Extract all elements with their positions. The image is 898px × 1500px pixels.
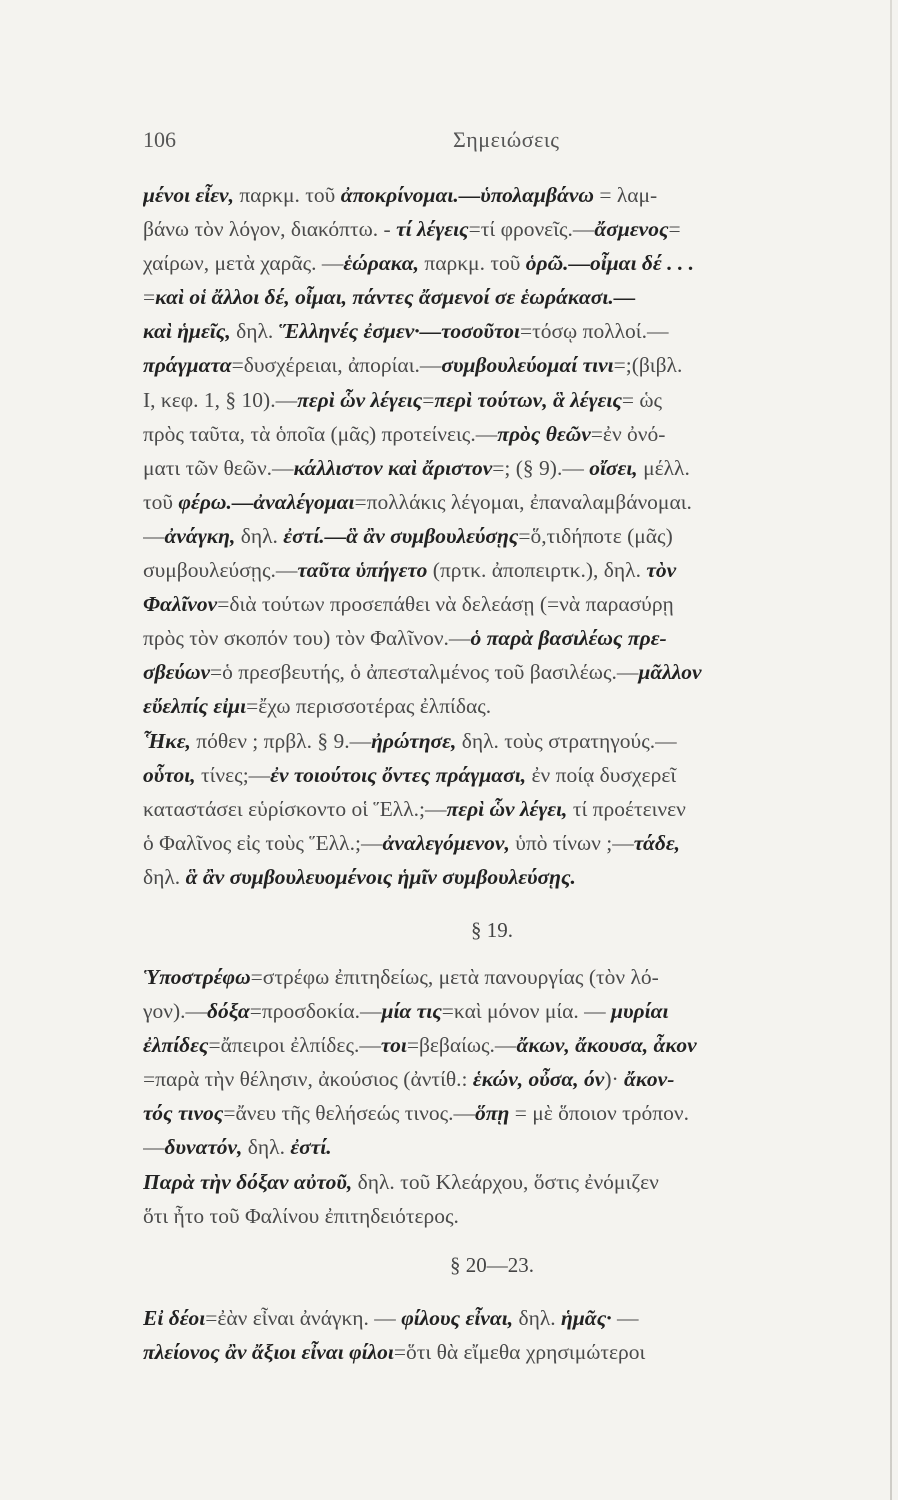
gloss-text: ὑπὸ τίνων ;— [515,830,634,855]
gloss-text: =τί φρονεῖς.— [468,217,595,242]
lemma-term: ἡμᾶς· [561,1305,612,1330]
gloss-text: δηλ. [240,523,284,548]
gloss-text: ὁ Φαλῖνος εἰς τοὺς Ἕλλ.;— [143,830,383,855]
lemma-term: Φαλῖνον [143,592,218,617]
gloss-text: χαίρων, μετὰ χαρᾶς. — [143,251,344,276]
gloss-text: δηλ. τοῦ Κλεάρχου, ὅστις ἐνόμιζεν [357,1169,659,1194]
page-number: 106 [143,127,176,152]
lemma-term: περὶ ὧν λέγεις [297,387,423,412]
gloss-text: ἐν ποίᾳ δυσχερεῖ [531,762,677,787]
gloss-text: =καὶ μόνον μία. — [441,999,612,1024]
text-line [143,553,881,587]
lemma-term: ἐστί.—ἃ ἂν συμβουλεύσῃς [283,523,519,548]
lemma-term: τί λέγεις [396,217,469,242]
lemma-term: ἐλπίδες [143,1033,209,1058]
lemma-term: Ἕλληνές ἐσμεν·—τοσοῦτοι [278,319,520,344]
gloss-text: — [143,523,165,548]
gloss-text: =στρέφω ἐπιτηδείως, μετὰ πανουργίας (τὸν λό- [250,964,659,989]
lemma-term: ἑκών, οὖσα, όν [472,1067,605,1092]
lemma-term: ἃ ἂν συμβουλευομένοις ἡμῖν συμβουλεύσῃς. [185,864,576,889]
gloss-text: συμβουλεύσῃς.— [143,558,298,583]
lemma-term: πράγματα [143,353,232,378]
gloss-text: = λαμ- [593,183,658,207]
gloss-text: τοῦ [143,489,179,514]
lemma-term: ἄκον- [624,1067,675,1092]
lemma-term: Ὑποστρέφω [143,964,251,989]
running-title: Σημειώσεις [453,127,560,152]
lemma-term: συμβουλεύομαί τινι [441,353,614,378]
gloss-text: = [668,217,681,242]
gloss-text: =παρὰ τὴν θέλησιν, ἀκούσιος (ἀντίθ.: [143,1067,473,1092]
lemma-term: περὶ τούτων, ἃ λέγεις [434,387,622,412]
text-line [143,960,881,994]
notes-block-18 [143,178,881,894]
lemma-term: Παρὰ τὴν δόξαν αὐτοῦ, [143,1169,358,1194]
gloss-text: =δυσχέρειαι, ἀπορίαι.— [231,353,442,378]
lemma-term: καὶ οἱ ἄλλοι δέ, οἶμαι, πάντες ἄσμενοί σε ἑωράκασι.— [155,285,636,310]
gloss-text: =ἄπειροι ἐλπίδες.— [208,1033,381,1058]
lemma-term: ἀναλεγόμενον, [382,830,516,855]
gloss-text: δηλ. [518,1305,562,1330]
text-line [143,758,881,792]
text-line [143,1335,881,1369]
lemma-term: φίλους εἶναι, [401,1305,519,1330]
gloss-text: =ἐν ὀνό- [590,421,666,446]
gloss-text: I, κεφ. 1, § 10).— [143,387,298,412]
gloss-text: μέλλ. [643,455,690,480]
lemma-term: ὁ παρὰ βασιλέως πρε- [470,626,667,651]
gloss-text: δηλ. τοὺς στρατηγούς.— [461,728,677,753]
text-line [143,792,881,826]
text-line [143,587,881,621]
text-line [143,348,881,382]
lemma-term: ἀνάγκη, [164,523,241,548]
text-line [143,994,881,1028]
gloss-text: πόθεν ; πρβλ. § 9.— [196,728,372,753]
text-line [143,1199,881,1233]
gloss-text: παρκμ. τοῦ [239,183,341,207]
lemma-term: εὔελπίς εἰμι [143,694,247,719]
lemma-term: δόξα [207,999,250,1024]
lemma-term: πλείονος ἂν ἄξιοι εἶναι φίλοι [143,1339,394,1364]
lemma-term: οὗτοι, [143,762,201,787]
gloss-text: γον).— [143,999,208,1024]
lemma-term: τός τινος [143,1101,224,1126]
text-line [143,621,881,655]
gloss-text: τίνες;— [201,762,271,787]
text-line [143,485,881,519]
lemma-term: μᾶλλον [638,660,702,685]
text-line [143,1165,881,1199]
lemma-term: τὸν [646,558,677,583]
gloss-text: (πρτκ. ἀποπειρτκ.), δηλ. [432,558,647,583]
text-line [143,1301,881,1335]
lemma-term: ἀποκρίνομαι.—ὑπολαμβάνω [340,183,594,207]
lemma-term: φέρω.—ἀναλέγομαι [178,489,355,514]
lemma-term: ὁρῶ.—οἶμαι δέ . . . [525,251,695,276]
text-line [143,1028,881,1062]
lemma-term: μυρίαι [611,999,669,1024]
gloss-text: =ἄνευ τῆς θελήσεώς τινος.— [223,1101,476,1126]
gloss-text: δηλ. [143,864,186,889]
lemma-term: ἑώρακα, [343,251,425,276]
lemma-term: ἠρώτησε, [371,728,462,753]
lemma-term: ἐστί. [290,1135,332,1160]
lemma-term: μένοι εἶεν, [143,183,240,207]
text-line [143,451,881,485]
text-line [143,417,881,451]
lemma-term: ἄκων, ἄκουσα, ἆκον [516,1033,697,1058]
gloss-text: )· [604,1067,625,1092]
notes-block-19 [143,960,881,1233]
lemma-term: μία τις [381,999,442,1024]
lemma-term: δυνατόν, [164,1135,248,1160]
gloss-text: = [422,387,435,412]
section-heading-19: § 19. [471,917,513,942]
gloss-text: =βεβαίως.— [406,1033,517,1058]
gloss-text: πρὸς τὸν σκοπόν του) τὸν Φαλῖνον.— [143,626,471,651]
lemma-term: ταῦτα ὑπήγετο [297,558,433,583]
gloss-text: = [143,285,156,310]
gloss-text: δηλ. [247,1135,291,1160]
text-line [143,246,881,280]
notes-block-20-23 [143,1301,881,1369]
gloss-text: βάνω τὸν λόγον, διακόπτω. - [143,217,397,242]
gloss-text: = μὲ ὅποιον τρόπον. [509,1101,689,1126]
lemma-term: ἄσμενος [594,217,669,242]
lemma-term: τάδε, [633,830,681,855]
section-heading-20-23: § 20—23. [450,1252,534,1277]
gloss-text: =προσδοκία.— [249,999,382,1024]
text-line [143,212,881,246]
text-line [143,280,881,314]
gloss-text: τί προέτεινεν [572,796,686,821]
lemma-term: σβεύων [143,660,211,685]
lemma-term: κάλλιστον καὶ ἄριστον [293,455,493,480]
gloss-text: ὅτι ἦτο τοῦ Φαλίνου ἐπιτηδειότερος. [143,1203,459,1228]
gloss-text: =ὅ,τιδήποτε (μᾶς) [518,523,673,548]
gloss-text: πρὸς ταῦτα, τὰ ὁποῖα (μᾶς) προτείνεις.— [143,421,498,446]
page-edge-shadow [890,0,892,1500]
gloss-text: =ἔχω περισσοτέρας ἐλπίδας. [246,694,492,719]
gloss-text: =; (§ 9).— [492,455,590,480]
text-line [143,314,881,348]
gloss-text: δηλ. [236,319,279,344]
gloss-text: καταστάσει εὑρίσκοντο οἱ Ἕλλ.;— [143,796,447,821]
lemma-term: περὶ ὧν λέγει, [446,796,573,821]
gloss-text: = ὡς [621,387,663,412]
text-line [143,383,881,417]
lemma-term: πρὸς θεῶν [497,421,591,446]
gloss-text: παρκμ. τοῦ [424,251,526,276]
lemma-term: καὶ ἡμεῖς, [143,319,237,344]
gloss-text: =ὅτι θὰ εἴμεθα χρησιμώτεροι [393,1339,646,1364]
text-line [143,655,881,689]
gloss-text: =τόσῳ πολλοί.— [519,319,669,344]
text-line [143,519,881,553]
text-line [143,1130,881,1164]
text-line [143,860,881,894]
gloss-text: =ἐὰν εἶναι ἀνάγκη. — [205,1305,402,1330]
gloss-text: =πολλάκις λέγομαι, ἐπαναλαμβάνομαι. [354,489,692,514]
gloss-text: — [611,1305,639,1330]
text-line [143,689,881,723]
gloss-text: — [143,1135,165,1160]
lemma-term: τοι [380,1033,407,1058]
text-line [143,826,881,860]
lemma-term: οἴσει, [589,455,644,480]
lemma-term: ὅπῃ [475,1101,510,1126]
commentary-text [143,178,881,1369]
text-line [143,178,881,212]
page-header [143,127,858,157]
lemma-term: Ἧκε, [143,728,197,753]
text-line [143,1096,881,1130]
gloss-text: =;(βιβλ. [613,353,683,378]
gloss-text: ματι τῶν θεῶν.— [143,455,294,480]
gloss-text: =διὰ τούτων προσεπάθει νὰ δελεάσῃ (=νὰ παρασύρῃ [217,592,674,617]
text-line [143,1062,881,1096]
text-line [143,724,881,758]
gloss-text: =ὁ πρεσβευτής, ὁ ἀπεσταλμένος τοῦ βασιλέως.— [210,660,639,685]
lemma-term: ἐν τοιούτοις ὄντες πράγμασι, [270,762,532,787]
lemma-term: Εἰ δέοι [143,1305,206,1330]
